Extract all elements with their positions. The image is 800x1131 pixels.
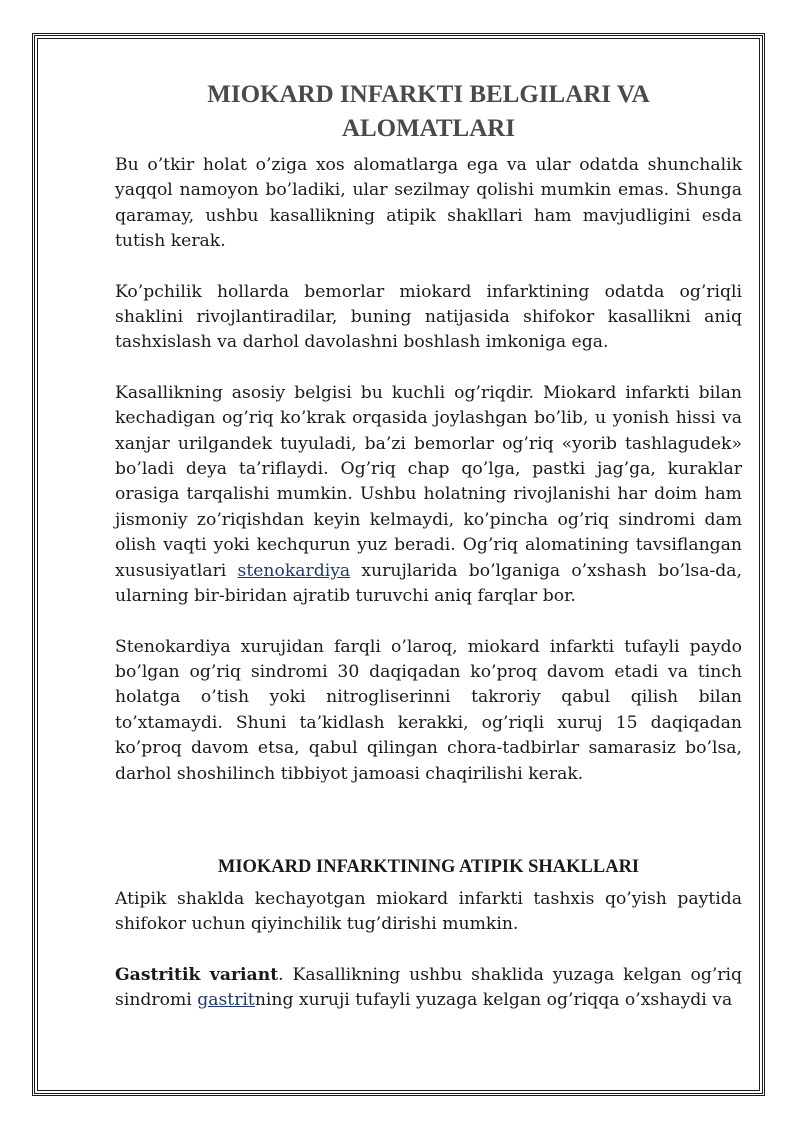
gastrit-link[interactable]: gastrit bbox=[197, 990, 255, 1011]
gastritic-variant-text-end: ning xuruji tufayli yuzaga kelgan og’riqqa o’xshaydi va bbox=[254, 990, 733, 1011]
document-body bbox=[115, 78, 742, 1014]
page-title: MIOKARD INFARKTI BELGILARI VA ALOMATLARI bbox=[207, 81, 650, 142]
gastritic-variant-label: Gastritik variant bbox=[115, 964, 279, 985]
paragraph-gastritic-variant bbox=[115, 963, 742, 1014]
gastritic-variant-text: . Kasallikning ushbu shaklida yuzaga kelgan og’riq sindromi bbox=[115, 964, 742, 1011]
paragraph-main-symptom-text-end: xurujlarida bo’lganiga o’xshash bo’lsa-da, ularning bir-biridan ajratib turuvchi aniq farqlar bor. bbox=[115, 560, 742, 607]
paragraph-intro: Bu o’tkir holat o’ziga xos alomatlarga ega va ular odatda shunchalik yaqqol namoyon bo’ladiki, ular sezilmay qolishi mumkin emas. Shunga qaramay, ushbu kasallikning atipik shakllari ham mavjudligini esda tutish kerak. bbox=[115, 155, 742, 252]
paragraph-main-symptom bbox=[115, 381, 742, 610]
paragraph-main-symptom-text: Kasallikning asosiy belgisi bu kuchli og’riqdir. Miokard infarkti bilan kechadigan og’riq ko’krak orqasida joylashgan bo’lib, u yonish hissi va xanjar urilgandek tuyuladi, ba’zi bemorlar og’riq «yorib tashlagudek» bo’ladi deya ta’riflaydi. Og’riq chap qo’lga, pastki jag’ga, kuraklar orasiga tarqalishi mumkin. Ushbu holatning rivojlanishi har doim ham jismoniy zo’riqishdan keyin kelmaydi, ko’pincha og’riq sindromi dam olish vaqti yoki kechqurun yuz beradi. Og’riq alomatining tavsiflangan xususiyatlari bbox=[115, 382, 742, 581]
section-heading-atypical: MIOKARD INFARKTINING ATIPIK SHAKLLARI bbox=[217, 856, 640, 877]
stenokardiya-link[interactable]: stenokardiya bbox=[237, 560, 351, 581]
paragraph-atypical-intro: Atipik shaklda kechayotgan miokard infarkti tashxis qo’yish paytida shifokor uchun qiyinchilik tug’dirishi mumkin. bbox=[115, 888, 742, 935]
paragraph-difference: Stenokardiya xurujidan farqli o’laroq, miokard infarkti tufayli paydo bo’lgan og’riq sindromi 30 daqiqadan ko’proq davom etadi va tinch holatga o’tish yoki nitrogliserinni takroriy qabul qilish bilan to’xtamaydi. Shuni ta’kidlash kerakki, og’riqli xuruj 15 daqiqadan ko’proq davom etsa, qabul qilingan chora-tadbirlar samarasiz bo’lsa, darhol shoshilinch tibbiyot jamoasi chaqirilishi kerak. bbox=[115, 636, 742, 784]
paragraph-typical-form: Ko’pchilik hollarda bemorlar miokard infarktining odatda og’riqli shaklini rivojlantiradilar, buning natijasida shifokor kasallikni aniq tashxislash va darhol davolashni boshlash imkoniga ega. bbox=[115, 281, 742, 353]
